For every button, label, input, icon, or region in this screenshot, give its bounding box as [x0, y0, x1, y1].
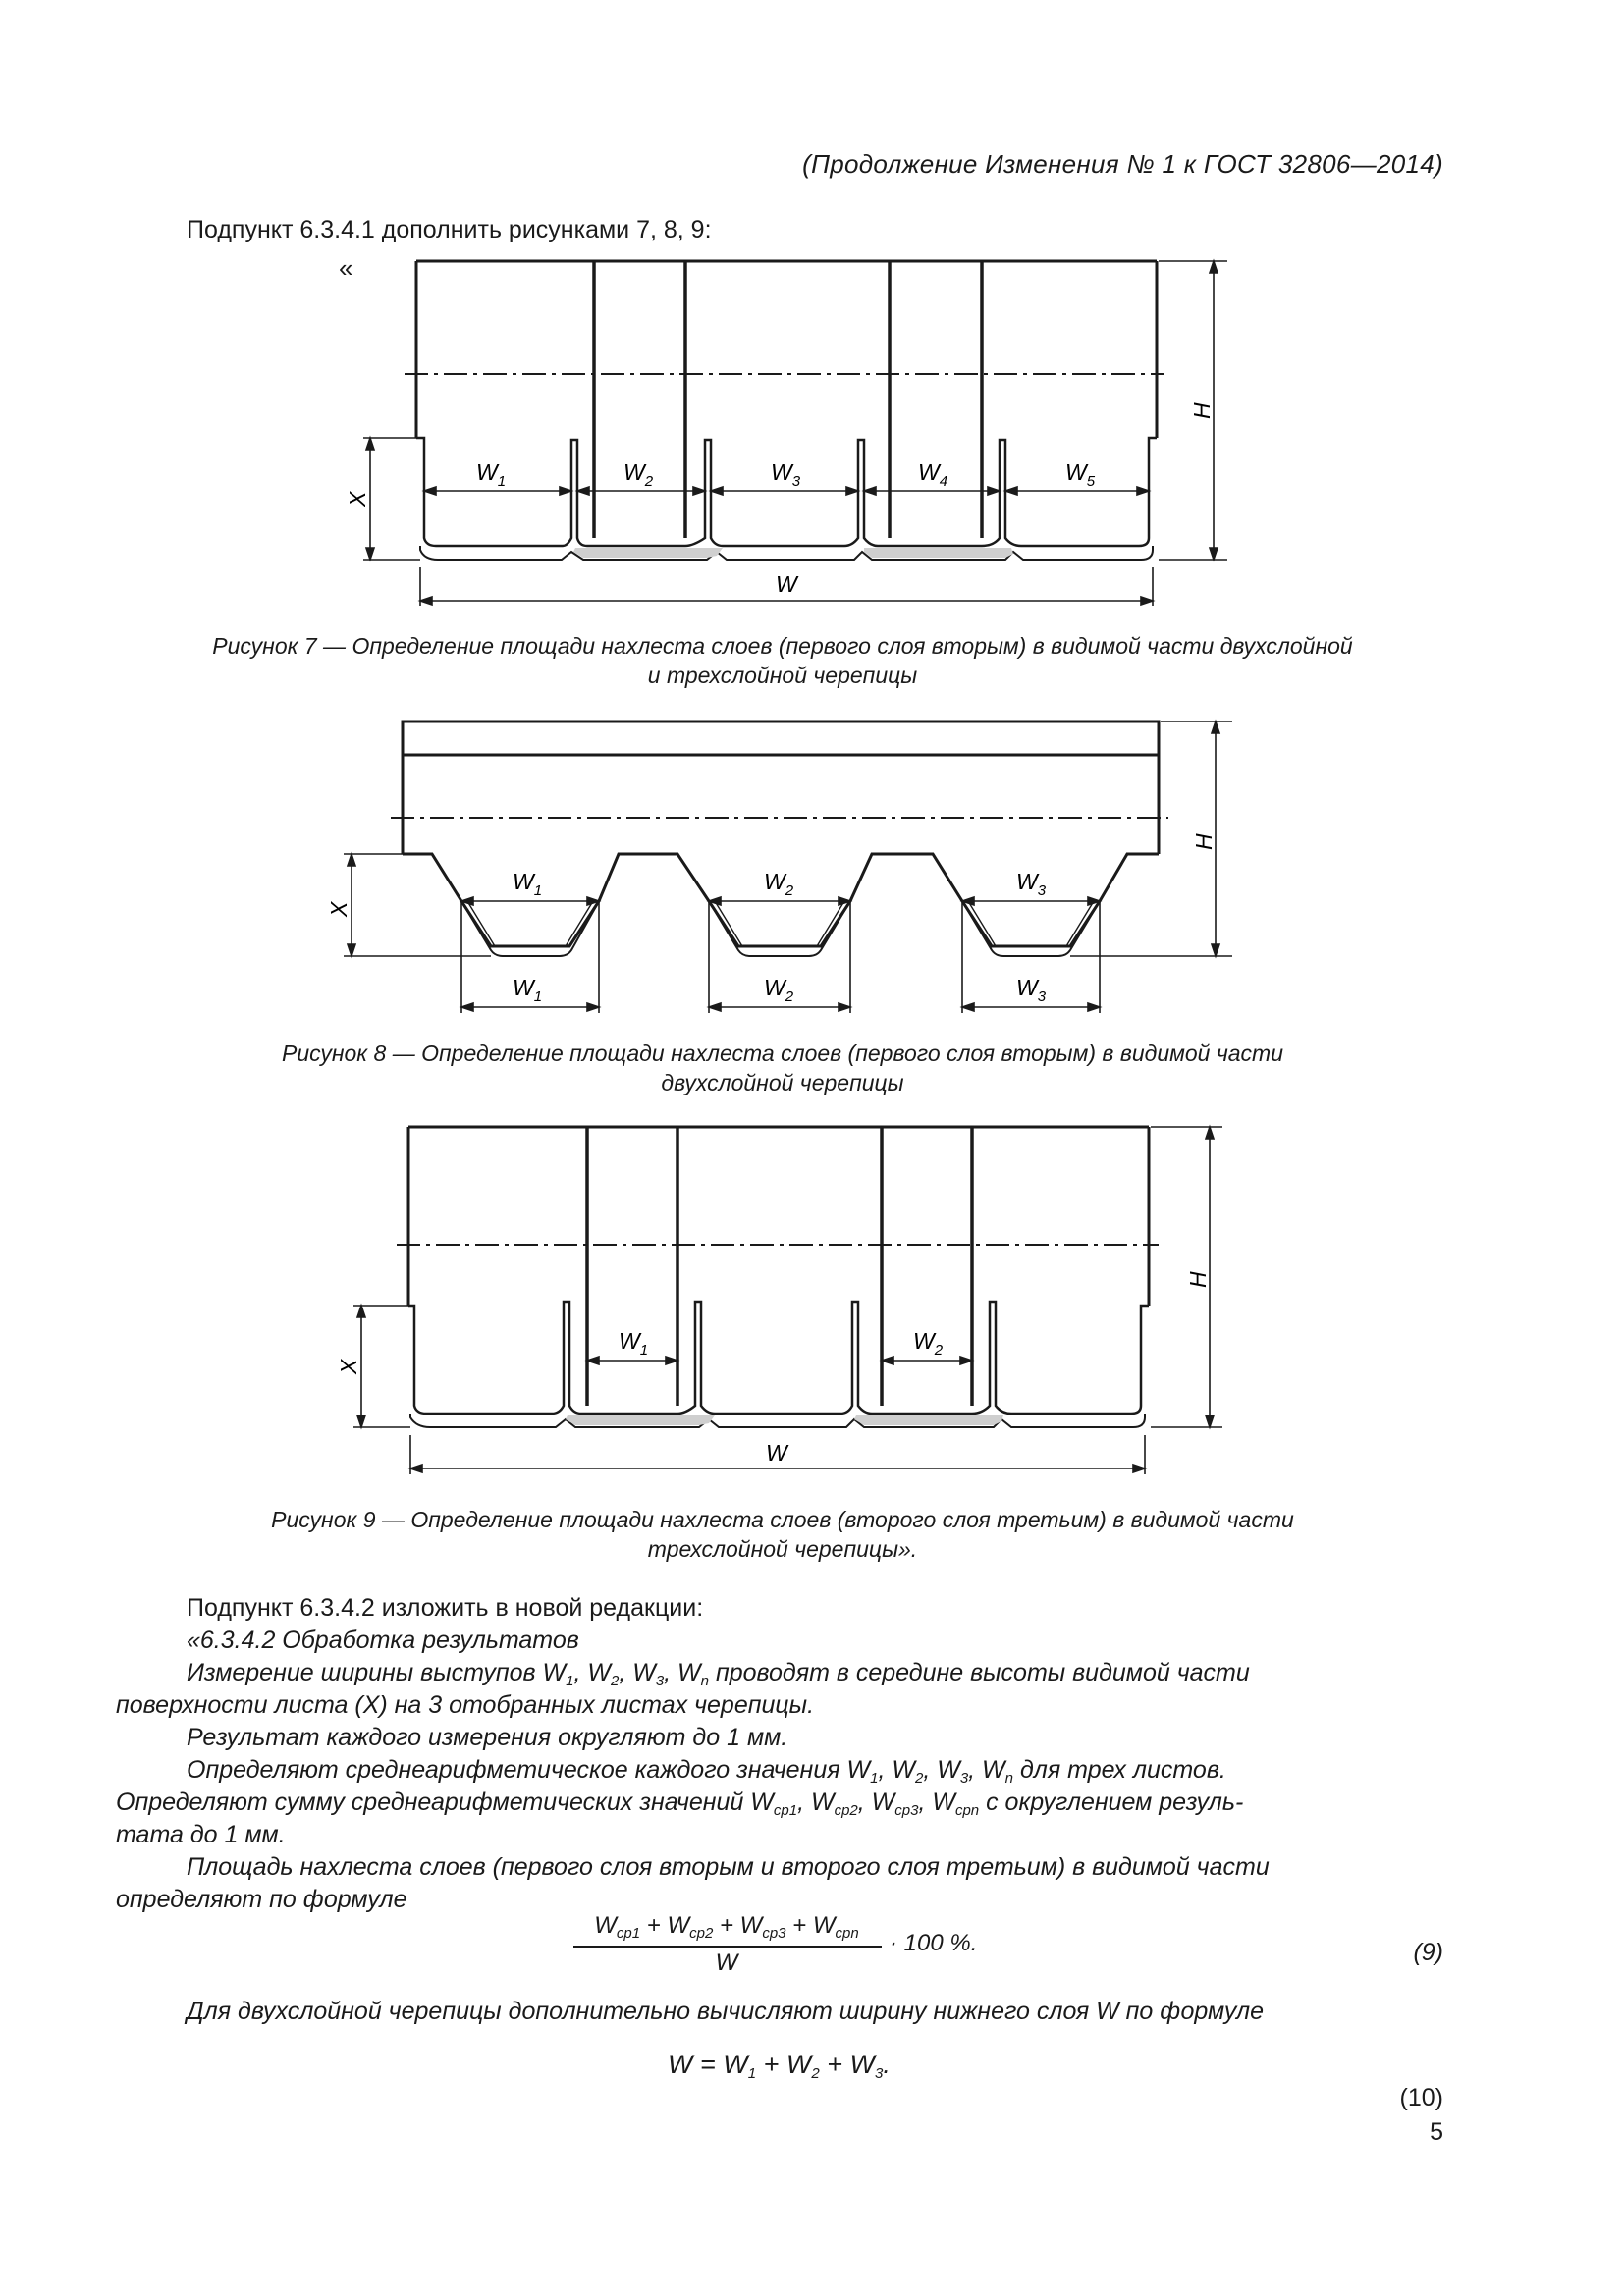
equation-number-9: (9) — [1413, 1939, 1443, 1966]
equation-number-10: (10) — [1399, 2084, 1443, 2111]
fig8-w3-top: $W_3$ — [1016, 869, 1047, 899]
fig7-w2-label: $W_2$ — [623, 459, 654, 490]
fig9-caption-line1: Рисунок 9 — Определение площади нахлеста слоев (второго слоя третьим) в видимой части — [271, 1507, 1294, 1532]
fig8-caption-line2: двухслойной черепицы — [661, 1070, 904, 1095]
fig9-w1-label: $W_1$ — [619, 1328, 649, 1359]
fig9-w-label: W — [766, 1440, 787, 1466]
fig9-h-label: H — [1185, 1271, 1211, 1288]
formula-9-fraction-bar — [573, 1946, 882, 1948]
fig8-w3-bottom: $W_3$ — [1016, 975, 1047, 1005]
formula-10: $W = W_1 + W_2 + W_3$. — [668, 2050, 891, 2082]
paragraph-subclause-intro: Подпункт 6.3.4.2 изложить в новой редакции: — [187, 1594, 704, 1622]
fig8-w2-top: $W_2$ — [764, 869, 794, 899]
intro-paragraph: Подпункт 6.3.4.1 дополнить рисунками 7, 8, 9: — [187, 216, 712, 243]
fig9-x-label: X — [336, 1359, 361, 1374]
paragraph-mean-line2: Определяют сумму среднеарифметических значений $W_{ср1}$, $W_{ср2}$, $W_{ср3}$, $W_{срn}$ с округлением резуль- — [116, 1789, 1244, 1819]
fig8-h-label: H — [1191, 833, 1217, 850]
fig7-h-label: H — [1189, 402, 1215, 419]
fig8-w2-bottom: $W_2$ — [764, 975, 794, 1005]
paragraph-section-title: «6.3.4.2 Обработка результатов — [187, 1627, 579, 1654]
figure-7 — [344, 250, 1227, 614]
formula-9-numerator: $W_{ср1} + W_{ср2} + W_{ср3} + W_{срn}$ — [594, 1912, 859, 1942]
paragraph-two-layer: Для двухслойной черепицы дополнительно вычисляют ширину нижнего слоя W по формуле — [187, 1998, 1265, 2025]
paragraph-measure-line2: поверхности листа (X) на 3 отобранных листах черепицы. — [116, 1691, 815, 1719]
figure-9 — [334, 1114, 1227, 1487]
fig9-caption-line2: трехслойной черепицы». — [647, 1536, 918, 1562]
paragraph-area-line2: определяют по формуле — [116, 1886, 407, 1913]
fig8-w1-bottom: $W_1$ — [513, 975, 543, 1005]
fig7-w3-label: $W_3$ — [771, 459, 801, 490]
formula-9-denominator: W — [715, 1949, 738, 1976]
paragraph-rounding: Результат каждого измерения округляют до 1 мм. — [187, 1724, 788, 1751]
quote-open: « — [339, 253, 353, 283]
fig8-x-label: X — [326, 901, 352, 917]
fig7-caption-line2: и трехслойной черепицы — [647, 663, 918, 688]
fig7-w5-label: $W_5$ — [1065, 459, 1096, 490]
fig8-w1-top: $W_1$ — [513, 869, 543, 899]
paragraph-mean-line1: Определяют среднеарифметическое каждого значения $W_1$, $W_2$, $W_3$, $W_n$ для трех листов. — [187, 1756, 1226, 1787]
fig7-w-label: W — [776, 571, 797, 597]
fig9-w2-label: $W_2$ — [913, 1328, 944, 1359]
page-number: 5 — [1430, 2118, 1443, 2146]
fig7-w4-label: $W_4$ — [918, 459, 948, 490]
paragraph-mean-line3: тата до 1 мм. — [116, 1821, 286, 1848]
fig7-w1-label: $W_1$ — [476, 459, 507, 490]
formula-9-tail: · 100 %. — [890, 1930, 978, 1956]
page-header: (Продолжение Изменения № 1 к ГОСТ 32806—2014) — [802, 149, 1443, 179]
paragraph-area-line1: Площадь нахлеста слоев (первого слоя вторым и второго слоя третьим) в видимой части — [187, 1853, 1270, 1881]
fig8-caption-line1: Рисунок 8 — Определение площади нахлеста слоев (первого слоя вторым) в видимой части — [281, 1041, 1284, 1066]
paragraph-measure-line1: Измерение ширины выступов $W_1$, $W_2$, $W_3$, $W_n$ проводят в середине высоты видимой части — [187, 1659, 1250, 1689]
fig7-caption-line1: Рисунок 7 — Определение площади нахлеста слоев (первого слоя вторым) в видимой части двухслойной — [212, 633, 1353, 659]
figure-8 — [324, 712, 1237, 1026]
fig7-x-label: X — [345, 491, 370, 507]
